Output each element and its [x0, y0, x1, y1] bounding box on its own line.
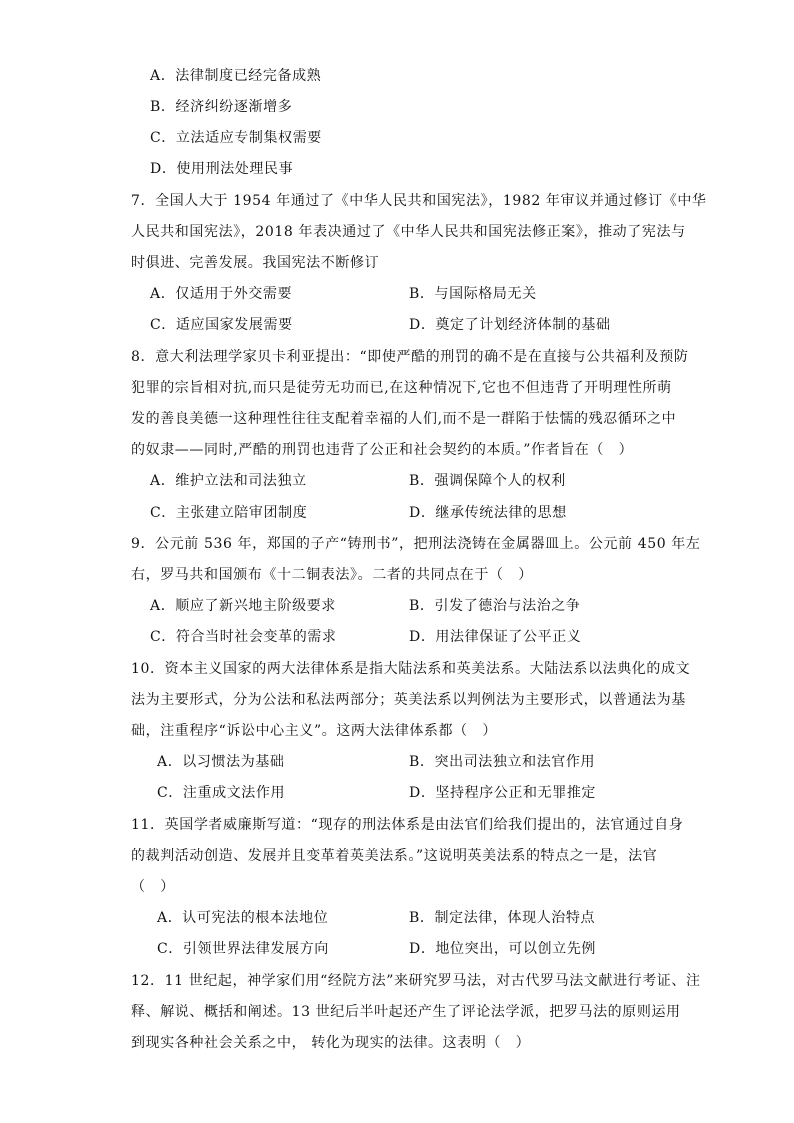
q8-stem-line-3: 发的善良美德一这种理性往往支配着幸福的人们,而不是一群陷于怯懦的残忍循环之中	[131, 411, 677, 427]
q11-stem-line-2: 的裁判活动创造、发展并且变革着英美法系。”这说明英美法系的特点之一是，法官	[131, 848, 658, 864]
q8-stem-line-4: 的奴隶——同时,严酷的刑罚也违背了公正和社会契约的本质。”作者旨在（ ）	[131, 442, 634, 458]
q12-stem-line-3: 到现实各种社会关系之中， 转化为现实的法律。这表明（ ）	[131, 1035, 531, 1051]
q6-option-b: B．经济纠纷逐渐增多	[150, 99, 293, 115]
q7-stem-line-3: 时俱进、完善发展。我国宪法不断修订	[131, 255, 380, 271]
q6-option-c: C．立法适应专制集权需要	[150, 130, 322, 146]
q8-option-b: B．强调保障个人的权利	[409, 473, 566, 489]
q8-stem-line-2: 犯罪的宗旨相对抗,而只是徒劳无功而已,在这种情况下,它也不但违背了开明理性所萌	[131, 380, 672, 396]
q8-option-a: A．维护立法和司法独立	[150, 473, 307, 489]
q9-option-d: D．用法律保证了公平正义	[409, 629, 582, 645]
q6-option-a: A．法律制度已经完备成熟	[150, 68, 322, 84]
q7-stem-line-1: 7．全国人大于 1954 年通过了《中华人民共和国宪法》，1982 年审议并通过修订《中华	[131, 193, 707, 209]
q9-option-c: C．符合当时社会变革的需求	[150, 629, 337, 645]
q7-option-c: C．适应国家发展需要	[150, 317, 293, 333]
q8-option-d: D．继承传统法律的思想	[409, 505, 567, 521]
q11-stem-line-1: 11．英国学者威廉斯写道：“现存的刑法体系是由法官们给我们提出的，法官通过自身	[131, 817, 684, 833]
q11-stem-line-3: （ ）	[131, 879, 175, 895]
q8-stem-line-1: 8．意大利法理学家贝卡利亚提出：“即使严酷的刑罚的确不是在直接与公共福利及预防	[131, 349, 689, 365]
q11-option-c: C．引领世界法律发展方向	[157, 941, 329, 957]
q11-option-d: D．地位突出，可以创立先例	[409, 941, 597, 957]
q9-stem-line-1: 9．公元前 536 年，郑国的子产“铸刑书”，把刑法浇铸在金属器皿上。公元前 450 年左	[131, 536, 701, 552]
q7-stem-line-2: 人民共和国宪法》，2018 年表决通过了《中华人民共和国宪法修正案》，推动了宪法与	[131, 224, 686, 240]
q7-option-b: B．与国际格局无关	[409, 286, 537, 302]
q10-stem-line-2: 法为主要形式，分为公法和私法两部分；英美法系以判例法为主要形式，以普通法为基	[131, 692, 686, 708]
q10-stem-line-3: 础，注重程序“诉讼中心主义”。这两大法律体系都（ ）	[131, 723, 497, 739]
q12-stem-line-2: 释、解说、概括和阐述。13 世纪后半叶起还产生了评论法学派，把罗马法的原则运用	[131, 1004, 681, 1020]
q10-option-c: C．注重成文法作用	[157, 785, 286, 801]
q9-option-a: A．顺应了新兴地主阶级要求	[150, 598, 336, 614]
q11-option-b: B．制定法律，体现人治特点	[409, 910, 596, 926]
q11-option-a: A．认可宪法的根本法地位	[157, 910, 329, 926]
q10-stem-line-1: 10．资本主义国家的两大法律体系是指大陆法系和英美法系。大陆法系以法典化的成文	[131, 661, 691, 677]
q10-option-b: B．突出司法独立和法官作用	[409, 754, 596, 770]
q10-option-a: A．以习惯法为基础	[157, 754, 285, 770]
q7-option-d: D．奠定了计划经济体制的基础	[409, 317, 611, 333]
q7-option-a: A．仅适用于外交需要	[150, 286, 293, 302]
q12-stem-line-1: 12．11 世纪起，神学家们用“经院方法”来研究罗马法，对古代罗马法文献进行考证、注	[131, 973, 701, 989]
q9-stem-line-2: 右，罗马共和国颁布《十二铜表法》。二者的共同点在于（ ）	[131, 567, 533, 583]
q10-option-d: D．坚持程序公正和无罪推定	[409, 785, 597, 801]
q8-option-c: C．主张建立陪审团制度	[150, 505, 308, 521]
q9-option-b: B．引发了德治与法治之争	[409, 598, 581, 614]
q6-option-d: D．使用刑法处理民事	[150, 161, 294, 177]
